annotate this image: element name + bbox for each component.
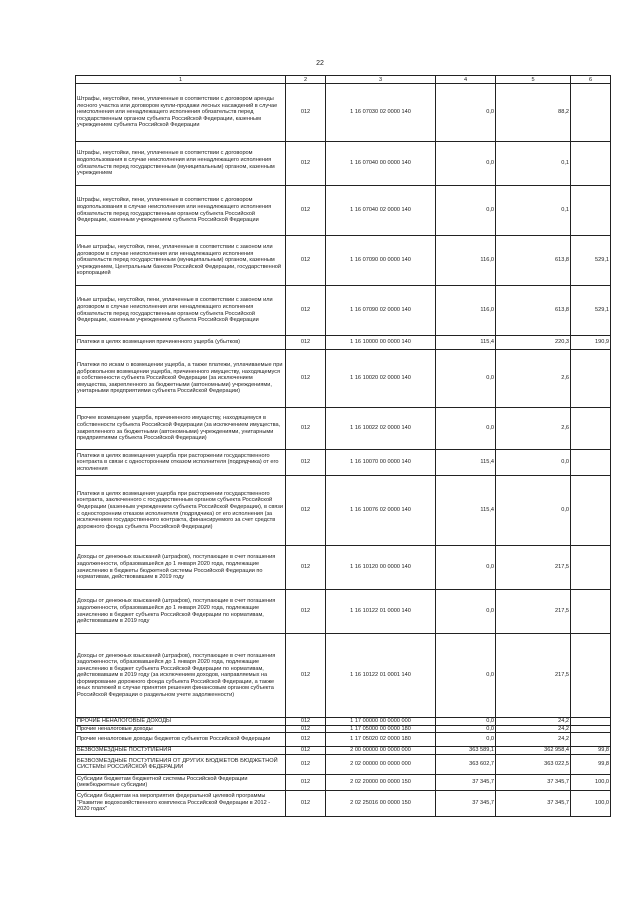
row-percent bbox=[571, 476, 611, 546]
row-name: ПРОЧИЕ НЕНАЛОГОВЫЕ ДОХОДЫ bbox=[76, 718, 286, 726]
row-admin-code: 012 bbox=[286, 590, 326, 634]
row-plan-value: 0,0 bbox=[436, 590, 496, 634]
row-plan-value: 115,4 bbox=[436, 450, 496, 476]
row-name: Субсидии бюджетам на мероприятия федеральной целевой программы "Развитие водохозяйственного комплекса Российской Федерации в 2012 - 2020 годах" bbox=[76, 790, 286, 816]
row-actual-value: 220,3 bbox=[496, 336, 571, 350]
header-cell: 5 bbox=[496, 76, 571, 84]
row-actual-value: 217,5 bbox=[496, 590, 571, 634]
row-admin-code: 012 bbox=[286, 84, 326, 142]
row-budget-code: 1 16 10000 00 0000 140 bbox=[326, 336, 436, 350]
row-budget-code: 1 16 10122 01 0000 140 bbox=[326, 590, 436, 634]
row-plan-value: 0,0 bbox=[436, 725, 496, 733]
row-budget-code: 1 16 10022 02 0000 140 bbox=[326, 408, 436, 450]
row-actual-value: 217,5 bbox=[496, 546, 571, 590]
row-percent bbox=[571, 546, 611, 590]
row-budget-code: 2 02 25016 00 0000 150 bbox=[326, 790, 436, 816]
table-row bbox=[76, 84, 611, 142]
row-budget-code: 1 16 07090 02 0000 140 bbox=[326, 286, 436, 336]
row-admin-code: 012 bbox=[286, 142, 326, 186]
header-cell: 6 bbox=[571, 76, 611, 84]
table-row bbox=[76, 733, 611, 747]
row-actual-value: 362 958,4 bbox=[496, 747, 571, 755]
table-row bbox=[76, 725, 611, 733]
row-percent: 99,8 bbox=[571, 747, 611, 755]
row-plan-value: 37 345,7 bbox=[436, 774, 496, 790]
header-cell: 4 bbox=[436, 76, 496, 84]
row-percent: 100,0 bbox=[571, 790, 611, 816]
row-percent: 529,1 bbox=[571, 286, 611, 336]
row-admin-code: 012 bbox=[286, 336, 326, 350]
row-plan-value: 0,0 bbox=[436, 718, 496, 726]
row-actual-value: 363 022,5 bbox=[496, 754, 571, 774]
row-plan-value: 0,0 bbox=[436, 142, 496, 186]
row-budget-code: 1 17 00000 00 0000 000 bbox=[326, 718, 436, 726]
table-row bbox=[76, 408, 611, 450]
row-name: Доходы от денежных взысканий (штрафов), поступающие в счет погашения задолженности, образовавшейся до 1 января 2020 года, подлежащие зачислению в бюджет субъекта Российской Федерации по нормативам, действовавшим в 2019 году (за исключением доходов, направляемых на формирование дорожного фонда субъекта Российской Федерации, а также иных платежей в случае принятия решения финансовым органом субъекта Российской Федерации о раздельном учете задолженности) bbox=[76, 634, 286, 718]
row-percent bbox=[571, 718, 611, 726]
row-plan-value: 0,0 bbox=[436, 84, 496, 142]
row-actual-value: 24,2 bbox=[496, 725, 571, 733]
row-plan-value: 116,0 bbox=[436, 286, 496, 336]
row-budget-code: 2 02 20000 00 0000 150 bbox=[326, 774, 436, 790]
row-percent bbox=[571, 634, 611, 718]
row-percent bbox=[571, 733, 611, 747]
table-row bbox=[76, 718, 611, 726]
row-actual-value: 613,8 bbox=[496, 286, 571, 336]
table-row bbox=[76, 450, 611, 476]
row-budget-code: 1 16 10122 01 0001 140 bbox=[326, 634, 436, 718]
row-budget-code: 1 16 10120 00 0000 140 bbox=[326, 546, 436, 590]
row-percent: 100,0 bbox=[571, 774, 611, 790]
row-plan-value: 115,4 bbox=[436, 336, 496, 350]
row-percent bbox=[571, 408, 611, 450]
row-admin-code: 012 bbox=[286, 790, 326, 816]
row-percent bbox=[571, 186, 611, 236]
row-plan-value: 0,0 bbox=[436, 186, 496, 236]
row-budget-code: 1 17 05000 00 0000 180 bbox=[326, 725, 436, 733]
row-budget-code: 1 16 07090 00 0000 140 bbox=[326, 236, 436, 286]
table-row bbox=[76, 142, 611, 186]
row-actual-value: 0,0 bbox=[496, 476, 571, 546]
table-row bbox=[76, 546, 611, 590]
row-budget-code: 1 17 05020 02 0000 180 bbox=[326, 733, 436, 747]
row-name: БЕЗВОЗМЕЗДНЫЕ ПОСТУПЛЕНИЯ ОТ ДРУГИХ БЮДЖЕТОВ БЮДЖЕТНОЙ СИСТЕМЫ РОССИЙСКОЙ ФЕДЕРАЦИИ bbox=[76, 754, 286, 774]
row-plan-value: 0,0 bbox=[436, 350, 496, 408]
row-admin-code: 012 bbox=[286, 546, 326, 590]
row-budget-code: 1 16 10076 02 0000 140 bbox=[326, 476, 436, 546]
row-budget-code: 2 00 00000 00 0000 000 bbox=[326, 747, 436, 755]
row-plan-value: 116,0 bbox=[436, 236, 496, 286]
row-actual-value: 613,8 bbox=[496, 236, 571, 286]
header-cell: 1 bbox=[76, 76, 286, 84]
row-actual-value: 37 345,7 bbox=[496, 774, 571, 790]
row-name: Субсидии бюджетам бюджетной системы Российской Федерации (межбюджетные субсидии) bbox=[76, 774, 286, 790]
revenue-table bbox=[75, 75, 611, 817]
row-name: БЕЗВОЗМЕЗДНЫЕ ПОСТУПЛЕНИЯ bbox=[76, 747, 286, 755]
table-row bbox=[76, 186, 611, 236]
row-actual-value: 0,1 bbox=[496, 142, 571, 186]
table-row bbox=[76, 590, 611, 634]
table-row bbox=[76, 774, 611, 790]
row-plan-value: 0,0 bbox=[436, 408, 496, 450]
table-row bbox=[76, 634, 611, 718]
row-percent: 99,8 bbox=[571, 754, 611, 774]
row-name: Доходы от денежных взысканий (штрафов), поступающие в счет погашения задолженности, образовавшейся до 1 января 2020 года, подлежащие зачислению в бюджеты бюджетной системы Российской Федерации по нормативам, действовавшим в 2019 году bbox=[76, 546, 286, 590]
row-plan-value: 0,0 bbox=[436, 546, 496, 590]
row-percent bbox=[571, 350, 611, 408]
row-budget-code: 1 16 07030 02 0000 140 bbox=[326, 84, 436, 142]
row-budget-code: 1 16 07040 02 0000 140 bbox=[326, 186, 436, 236]
row-actual-value: 0,1 bbox=[496, 186, 571, 236]
row-admin-code: 012 bbox=[286, 774, 326, 790]
row-actual-value: 37 345,7 bbox=[496, 790, 571, 816]
row-name: Прочие неналоговые доходы bbox=[76, 725, 286, 733]
table-row bbox=[76, 286, 611, 336]
row-plan-value: 115,4 bbox=[436, 476, 496, 546]
table-row bbox=[76, 236, 611, 286]
row-actual-value: 2,6 bbox=[496, 350, 571, 408]
table-row bbox=[76, 747, 611, 755]
row-budget-code: 1 16 10070 00 0000 140 bbox=[326, 450, 436, 476]
row-plan-value: 0,0 bbox=[436, 634, 496, 718]
row-admin-code: 012 bbox=[286, 718, 326, 726]
row-percent: 529,1 bbox=[571, 236, 611, 286]
row-percent bbox=[571, 84, 611, 142]
table-row bbox=[76, 790, 611, 816]
row-admin-code: 012 bbox=[286, 286, 326, 336]
table-row bbox=[76, 350, 611, 408]
row-percent bbox=[571, 450, 611, 476]
row-percent bbox=[571, 142, 611, 186]
table-row bbox=[76, 476, 611, 546]
row-actual-value: 24,2 bbox=[496, 718, 571, 726]
page-number: 22 bbox=[316, 60, 324, 67]
row-budget-code: 1 16 10020 02 0000 140 bbox=[326, 350, 436, 408]
row-percent bbox=[571, 725, 611, 733]
row-name: Иные штрафы, неустойки, пени, уплаченные в соответствии с законом или договором в случае неисполнения или ненадлежащего исполнения обязательств перед государственным (муниципальным) органом, казенным учреждением, Центральным банком Российской Федерации, государственной корпорацией bbox=[76, 236, 286, 286]
row-budget-code: 2 02 00000 00 0000 000 bbox=[326, 754, 436, 774]
row-name: Прочие неналоговые доходы бюджетов субъектов Российской Федерации bbox=[76, 733, 286, 747]
row-name: Платежи в целях возмещения причиненного ущерба (убытков) bbox=[76, 336, 286, 350]
row-plan-value: 363 589,1 bbox=[436, 747, 496, 755]
row-percent: 190,9 bbox=[571, 336, 611, 350]
row-admin-code: 012 bbox=[286, 754, 326, 774]
row-name: Платежи в целях возмещения ущерба при расторжении государственного контракта, заключенного с государственным органом субъекта Российской Федерации (казенным учреждением субъекта Российской Федерации), в связи с односторонним отказом исполнителя (подрядчика) от его исполнения (за исключением государственного контракта, финансируемого за счет средств дорожного фонда субъекта Российской Федерации) bbox=[76, 476, 286, 546]
row-name: Штрафы, неустойки, пени, уплаченные в соответствии с договором водопользования в случае неисполнения или ненадлежащего исполнения обязательств перед государственным органом субъекта Российской Федерации, казенным учреждением субъекта Российской Федерации bbox=[76, 186, 286, 236]
row-name: Платежи в целях возмещения ущерба при расторжении государственного контракта в связи с односторонним отказом исполнителя (подрядчика) от его исполнения bbox=[76, 450, 286, 476]
row-admin-code: 012 bbox=[286, 476, 326, 546]
row-plan-value: 37 345,7 bbox=[436, 790, 496, 816]
row-name: Прочее возмещение ущерба, причиненного имуществу, находящемуся в собственности субъекта Российской Федерации (за исключением имущества, закрепленного за бюджетными (автономными) учреждениями, унитарными предприятиями субъекта Российской Федерации) bbox=[76, 408, 286, 450]
header-cell: 2 bbox=[286, 76, 326, 84]
row-admin-code: 012 bbox=[286, 450, 326, 476]
row-admin-code: 012 bbox=[286, 733, 326, 747]
row-actual-value: 24,2 bbox=[496, 733, 571, 747]
row-percent bbox=[571, 590, 611, 634]
row-admin-code: 012 bbox=[286, 408, 326, 450]
row-name: Штрафы, неустойки, пени, уплаченные в соответствии с договором водопользования в случае неисполнения или ненадлежащего исполнения обязательств перед государственным (муниципальным) органом, казенным учреждением bbox=[76, 142, 286, 186]
table-row bbox=[76, 754, 611, 774]
header-cell: 3 bbox=[326, 76, 436, 84]
row-budget-code: 1 16 07040 00 0000 140 bbox=[326, 142, 436, 186]
row-name: Иные штрафы, неустойки, пени, уплаченные в соответствии с законом или договором в случае неисполнения или ненадлежащего исполнения обязательств перед государственным органом субъекта Российской Федерации, казенным учреждением субъекта Российской Федерации bbox=[76, 286, 286, 336]
row-actual-value: 2,6 bbox=[496, 408, 571, 450]
row-admin-code: 012 bbox=[286, 725, 326, 733]
row-plan-value: 363 602,7 bbox=[436, 754, 496, 774]
row-actual-value: 88,2 bbox=[496, 84, 571, 142]
header-row bbox=[76, 76, 611, 84]
row-admin-code: 012 bbox=[286, 747, 326, 755]
row-actual-value: 217,5 bbox=[496, 634, 571, 718]
row-actual-value: 0,0 bbox=[496, 450, 571, 476]
row-name: Платежи по искам о возмещении ущерба, а также платежи, уплачиваемые при добровольном возмещении ущерба, причиненного имуществу, находящемуся в собственности субъекта Российской Федерации (за исключением имущества, закрепленного за бюджетными (автономными) учреждениями, унитарными предприятиями субъекта Российской Федерации) bbox=[76, 350, 286, 408]
row-admin-code: 012 bbox=[286, 236, 326, 286]
row-admin-code: 012 bbox=[286, 634, 326, 718]
row-plan-value: 0,0 bbox=[436, 733, 496, 747]
row-admin-code: 012 bbox=[286, 350, 326, 408]
row-name: Доходы от денежных взысканий (штрафов), поступающие в счет погашения задолженности, образовавшейся до 1 января 2020 года, подлежащие зачислению в бюджет субъекта Российской Федерации по нормативам, действовавшим в 2019 году bbox=[76, 590, 286, 634]
row-name: Штрафы, неустойки, пени, уплаченные в соответствии с договором аренды лесного участка или договором купли-продажи лесных насаждений в случае неисполнения или ненадлежащего исполнения обязательств перед государственным органом субъекта Российской Федерации, казенным учреждением субъекта Российской Федерации bbox=[76, 84, 286, 142]
row-admin-code: 012 bbox=[286, 186, 326, 236]
table-row bbox=[76, 336, 611, 350]
